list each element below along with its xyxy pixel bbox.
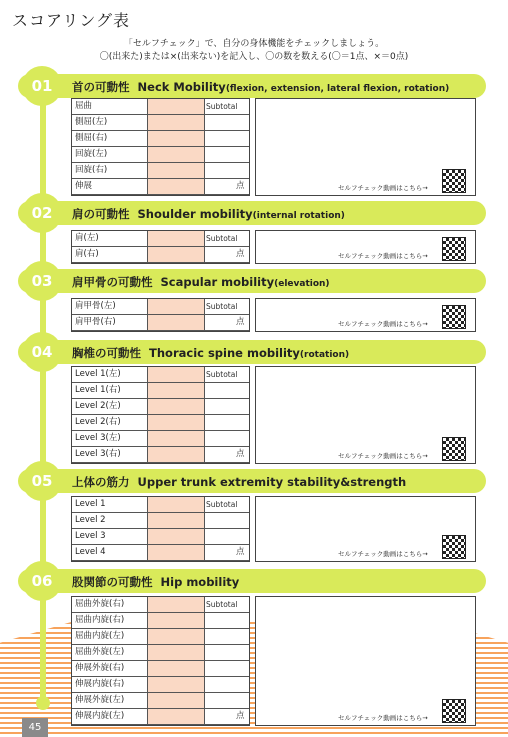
row-label: 屈曲 — [72, 99, 148, 114]
row-label: 伸展外旋(右) — [72, 661, 148, 676]
section-title-ja: 首の可動性 — [72, 80, 130, 94]
row-label: 屈曲外旋(左) — [72, 645, 148, 660]
score-table — [71, 230, 250, 264]
subtotal-label: Subtotal — [206, 234, 238, 243]
table-row — [72, 163, 249, 179]
table-row — [72, 513, 249, 529]
row-label: 伸展内旋(右) — [72, 677, 148, 692]
points-unit: 点 — [236, 547, 245, 557]
row-label: Level 2 — [72, 513, 148, 528]
row-label: Level 3 — [72, 529, 148, 544]
section-title-ja: 上体の筋力 — [72, 475, 130, 489]
qr-code-icon[interactable] — [442, 237, 466, 261]
table-row — [72, 115, 249, 131]
section-number-badge: 02 — [22, 193, 62, 233]
score-entry-cell[interactable] — [148, 677, 205, 692]
score-entry-cell[interactable] — [148, 661, 205, 676]
table-row — [72, 415, 249, 431]
score-entry-cell[interactable] — [148, 231, 205, 246]
section-title-ja: 肩甲骨の可動性 — [72, 275, 153, 289]
score-entry-cell[interactable] — [148, 179, 205, 194]
section-title — [72, 345, 349, 361]
row-label: 伸展外旋(左) — [72, 693, 148, 708]
points-unit: 点 — [236, 711, 245, 721]
row-label: 伸展 — [72, 179, 148, 194]
intro-line-2: 〇(出来た)または×(出来ない)を記入し、〇の数を数える(〇＝1点、×＝0点) — [99, 52, 409, 62]
score-entry-cell[interactable] — [148, 415, 205, 430]
qr-code-icon[interactable] — [442, 535, 466, 559]
section-title — [72, 79, 449, 95]
row-label: 屈曲内旋(右) — [72, 613, 148, 628]
section-title — [72, 206, 345, 222]
row-label: 屈曲外旋(右) — [72, 597, 148, 612]
section-title — [72, 474, 406, 490]
points-unit: 点 — [236, 317, 245, 327]
table-row — [72, 629, 249, 645]
table-row — [72, 645, 249, 661]
score-entry-cell[interactable] — [148, 597, 205, 612]
section-title-en: Upper trunk extremity stability&strength — [137, 475, 407, 489]
notes-box[interactable] — [255, 366, 476, 464]
notes-box[interactable] — [255, 596, 476, 726]
table-row — [72, 179, 249, 195]
points-unit: 点 — [236, 249, 245, 259]
score-entry-cell[interactable] — [148, 147, 205, 162]
timeline-end-dot — [36, 696, 50, 710]
score-entry-cell[interactable] — [148, 367, 205, 382]
score-entry-cell[interactable] — [148, 629, 205, 644]
score-table — [71, 596, 250, 726]
section-title — [72, 574, 239, 590]
row-label: Level 1(左) — [72, 367, 148, 382]
qr-code-icon[interactable] — [442, 305, 466, 329]
score-entry-cell[interactable] — [148, 399, 205, 414]
subtotal-label: Subtotal — [206, 500, 238, 509]
qr-code-icon[interactable] — [442, 169, 466, 193]
row-label: Level 2(左) — [72, 399, 148, 414]
score-entry-cell[interactable] — [148, 709, 205, 724]
self-check-video-link[interactable]: セルフチェック動画はこちら→ — [338, 252, 428, 260]
score-entry-cell[interactable] — [148, 131, 205, 146]
table-row — [72, 693, 249, 709]
score-entry-cell[interactable] — [148, 99, 205, 114]
score-table — [71, 366, 250, 464]
row-label: 側屈(左) — [72, 115, 148, 130]
table-row — [72, 131, 249, 147]
score-entry-cell[interactable] — [148, 247, 205, 262]
table-row — [72, 431, 249, 447]
row-label: 肩(左) — [72, 231, 148, 246]
score-entry-cell[interactable] — [148, 299, 205, 314]
row-label: 屈曲内旋(左) — [72, 629, 148, 644]
section-title-en: Neck Mobility — [137, 80, 226, 94]
section-number-badge: 04 — [22, 332, 62, 372]
notes-box[interactable] — [255, 496, 476, 562]
row-label: 肩(右) — [72, 247, 148, 262]
score-table — [71, 298, 250, 332]
section-title-en: Hip mobility — [160, 575, 240, 589]
table-row — [72, 447, 249, 463]
score-entry-cell[interactable] — [148, 545, 205, 560]
table-row — [72, 399, 249, 415]
row-label: Level 1 — [72, 497, 148, 512]
section-number-badge: 06 — [22, 561, 62, 601]
row-label: 回旋(右) — [72, 163, 148, 178]
row-label: 肩甲骨(右) — [72, 315, 148, 330]
subtotal-label: Subtotal — [206, 102, 238, 111]
score-entry-cell[interactable] — [148, 497, 205, 512]
table-row — [72, 529, 249, 545]
notes-box[interactable] — [255, 298, 476, 332]
timeline-rail — [40, 80, 46, 700]
score-entry-cell[interactable] — [148, 447, 205, 462]
row-label: Level 1(右) — [72, 383, 148, 398]
row-label: 側屈(右) — [72, 131, 148, 146]
section-title — [72, 274, 330, 290]
self-check-video-link[interactable]: セルフチェック動画はこちら→ — [338, 184, 428, 192]
section-title-ja: 股関節の可動性 — [72, 575, 153, 589]
row-label: 伸展内旋(左) — [72, 709, 148, 724]
table-row — [72, 383, 249, 399]
row-label: Level 3(左) — [72, 431, 148, 446]
score-entry-cell[interactable] — [148, 645, 205, 660]
self-check-video-link[interactable]: セルフチェック動画はこちら→ — [338, 452, 428, 460]
intro-line-1: 「セルフチェック」で、自分の身体機能をチェックしましょう。 — [123, 39, 385, 49]
table-row — [72, 147, 249, 163]
notes-box[interactable] — [255, 98, 476, 196]
row-label: Level 3(右) — [72, 447, 148, 462]
score-entry-cell[interactable] — [148, 163, 205, 178]
score-table — [71, 98, 250, 196]
subtotal-label: Subtotal — [206, 600, 238, 609]
subtotal-label: Subtotal — [206, 302, 238, 311]
section-number-badge: 01 — [22, 66, 62, 106]
subtotal-label: Subtotal — [206, 370, 238, 379]
table-row — [72, 247, 249, 263]
notes-box[interactable] — [255, 230, 476, 264]
row-label: 回旋(左) — [72, 147, 148, 162]
qr-code-icon[interactable] — [442, 699, 466, 723]
section-title-sub: (elevation) — [274, 279, 330, 289]
score-entry-cell[interactable] — [148, 315, 205, 330]
section-title-ja: 肩の可動性 — [72, 207, 130, 221]
section-title-sub: (internal rotation) — [252, 211, 345, 221]
section-number-badge: 05 — [22, 461, 62, 501]
self-check-video-link[interactable]: セルフチェック動画はこちら→ — [338, 550, 428, 558]
page-number: 45 — [22, 718, 48, 737]
section-title-ja: 胸椎の可動性 — [72, 346, 141, 360]
section-title-en: Scapular mobility — [160, 275, 275, 289]
section-title-en: Thoracic spine mobility — [149, 346, 300, 360]
section-title-sub: (flexion, extension, lateral flexion, rotation) — [225, 84, 450, 94]
table-row — [72, 677, 249, 693]
score-entry-cell[interactable] — [148, 383, 205, 398]
table-row — [72, 613, 249, 629]
section-title-sub: (rotation) — [299, 350, 350, 360]
score-entry-cell[interactable] — [148, 431, 205, 446]
self-check-video-link[interactable]: セルフチェック動画はこちら→ — [338, 320, 428, 328]
qr-code-icon[interactable] — [442, 437, 466, 461]
table-row — [72, 709, 249, 725]
points-unit: 点 — [236, 181, 245, 191]
table-row — [72, 545, 249, 561]
score-entry-cell[interactable] — [148, 529, 205, 544]
score-entry-cell[interactable] — [148, 613, 205, 628]
row-label: Level 4 — [72, 545, 148, 560]
score-entry-cell[interactable] — [148, 115, 205, 130]
section-number-badge: 03 — [22, 261, 62, 301]
row-label: 肩甲骨(左) — [72, 299, 148, 314]
score-table — [71, 496, 250, 562]
section-title-en: Shoulder mobility — [137, 207, 253, 221]
points-unit: 点 — [236, 449, 245, 459]
table-row — [72, 315, 249, 331]
page-title: スコアリング表 — [12, 11, 131, 30]
row-label: Level 2(右) — [72, 415, 148, 430]
self-check-video-link[interactable]: セルフチェック動画はこちら→ — [338, 714, 428, 722]
score-entry-cell[interactable] — [148, 513, 205, 528]
table-row — [72, 661, 249, 677]
score-entry-cell[interactable] — [148, 693, 205, 708]
